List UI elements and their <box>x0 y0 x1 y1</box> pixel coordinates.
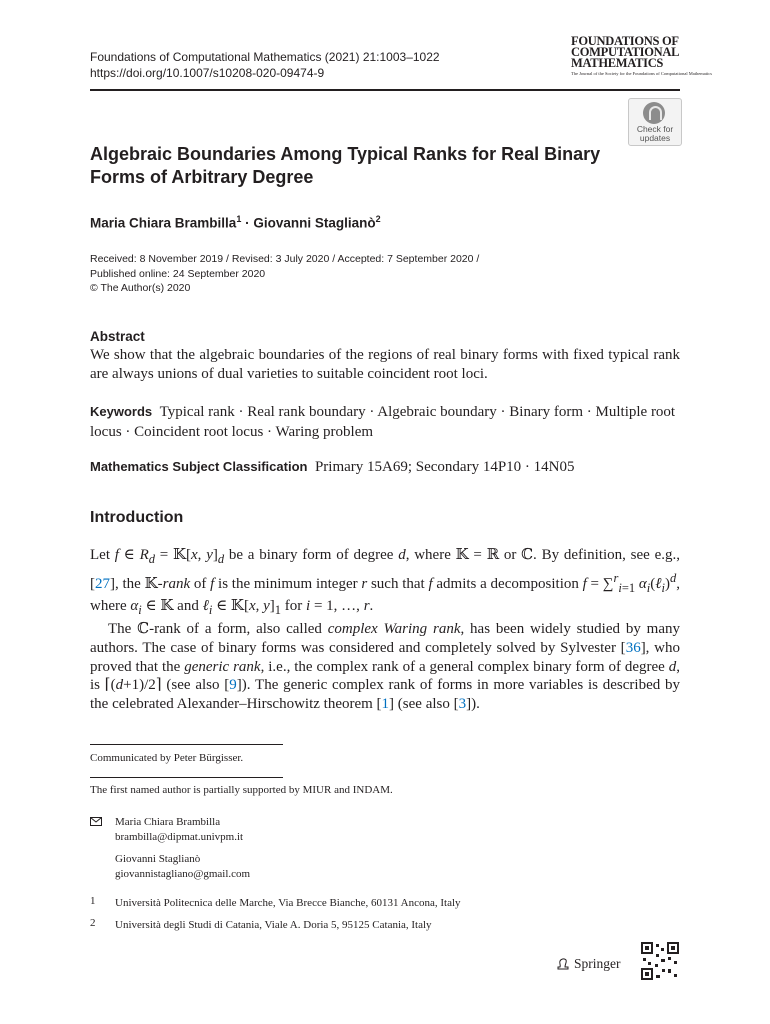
springer-logo-icon <box>556 957 570 971</box>
journal-citation: Foundations of Computational Mathematics (2021) 21:1003–1022 <box>90 50 440 64</box>
contact-1 <box>115 815 243 844</box>
contact-1-name: Maria Chiara Brambilla <box>115 816 221 828</box>
footnote-rule-2 <box>90 777 283 778</box>
doi-link[interactable]: https://doi.org/10.1007/s10208-020-09474-9 <box>90 66 325 80</box>
mail-icon <box>90 817 102 826</box>
logo-line-2: COMPUTATIONAL <box>571 45 680 59</box>
author-2-affiliation: 2 <box>375 214 381 224</box>
header-rule <box>90 89 680 91</box>
intro-paragraph-2: The ℂ-rank of a form, also called complex Waring rank, has been widely studied by many authors. The case of binary forms was considered and completely solved by Sylvester [36], who proved that the generic rank, i.e., the complex rank of a general complex binary form of degree d, is ⌈(d+1)/2⌉ (see also [9]). The generic complex rank of forms in more variables is described by the celebrated Alexander–Hirschowitz theorem [1] (see also [3]). <box>90 621 681 712</box>
author-1-affiliation: 1 <box>236 214 242 224</box>
check-for-updates-icon[interactable] <box>628 98 682 146</box>
contact-2-email[interactable]: giovannistagliano@gmail.com <box>115 867 251 880</box>
affiliation-2-number: 2 <box>90 917 96 929</box>
citation-36[interactable]: 36 <box>625 639 641 656</box>
citation-27[interactable]: 27 <box>95 575 110 592</box>
affiliation-2: Università degli Studi di Catania, Viale A. Doria 5, 95125 Catania, Italy <box>115 919 432 931</box>
logo-line-1: FOUNDATIONS OF <box>571 34 679 48</box>
publication-dates <box>90 252 479 296</box>
check-for-updates-line2: updates <box>639 133 671 143</box>
contact-2-name: Giovanni Staglianò <box>115 853 201 865</box>
msc-text: Primary 15A69; Secondary 14P10 · 14N05 <box>314 459 575 475</box>
abstract-heading: Abstract <box>90 329 145 344</box>
keywords-block <box>90 402 680 442</box>
dates-line-2: Published online: 24 September 2020 <box>90 267 266 280</box>
keywords-text: Typical rank · Real rank boundary · Algebraic boundary · Binary form · Multiple root locus · Coincident root locus · Waring problem <box>90 404 676 440</box>
communicated-by: Communicated by Peter Bürgisser. <box>90 752 244 764</box>
logo-line-3: MATHEMATICS <box>571 56 664 70</box>
citation-3[interactable]: 3 <box>458 695 467 712</box>
citation-9[interactable]: 9 <box>229 677 237 694</box>
paper-title <box>90 143 650 189</box>
abstract-text: We show that the algebraic boundaries of the regions of real binary forms with fixed typical rank are always unions of dual varieties to suitable coincident root loci. <box>90 347 680 382</box>
springer-branding <box>556 956 632 974</box>
author-1: Maria Chiara Brambilla <box>90 215 237 231</box>
check-for-updates-badge <box>643 102 665 124</box>
msc-block <box>90 457 680 477</box>
author-2: Giovanni Staglianò <box>253 215 376 231</box>
qr-code-icon <box>641 942 679 980</box>
author-separator: · <box>241 215 254 231</box>
citation-1[interactable]: 1 <box>381 695 390 712</box>
publisher-name: Springer <box>574 956 621 971</box>
affiliation-1-number: 1 <box>90 895 96 907</box>
keywords-label: Keywords <box>90 404 153 419</box>
msc-label: Mathematics Subject Classification <box>90 459 308 474</box>
affiliation-1: Università Politecnica delle Marche, Via Brecce Bianche, 60131 Ancona, Italy <box>115 897 461 909</box>
introduction-body <box>90 546 680 714</box>
copyright-line: © The Author(s) 2020 <box>90 282 191 294</box>
author-list <box>90 210 381 233</box>
introduction-heading: Introduction <box>90 509 184 526</box>
funding-note: The first named author is partially supported by MIUR and INDAM. <box>90 784 393 796</box>
contact-2 <box>115 852 250 881</box>
journal-logo <box>571 34 712 77</box>
check-for-updates-line1: Check for <box>636 124 674 134</box>
dates-line-1: Received: 8 November 2019 / Revised: 3 July 2020 / Accepted: 7 September 2020 / <box>90 253 480 265</box>
footnote-rule-1 <box>90 744 283 745</box>
contact-1-email[interactable]: brambilla@dipmat.univpm.it <box>115 830 244 843</box>
logo-tagline: The Journal of the Society for the Foundations of Computational Mathematics <box>571 71 712 76</box>
title-line-1: Algebraic Boundaries Among Typical Ranks for Real Binary <box>90 144 601 164</box>
intro-paragraph-1: Let f ∈ $R_d$ = 𝕂[x, $y]_d$ be a binary form of degree d, where 𝕂 = ℝ or ℂ. By definition, see e.g., [27], the 𝕂-rank of f is the minimum integer r such that f admits a decomposition f = ∑$^r_{i=1}$ $\alpha_i(\ell_i)^d$, where $\alpha_i$ ∈ 𝕂 and ℓ$_i$ ∈ 𝕂[x, $y]_1$ for i = 1, …, r. <box>90 547 681 618</box>
title-line-2: Forms of Arbitrary Degree <box>90 167 314 187</box>
